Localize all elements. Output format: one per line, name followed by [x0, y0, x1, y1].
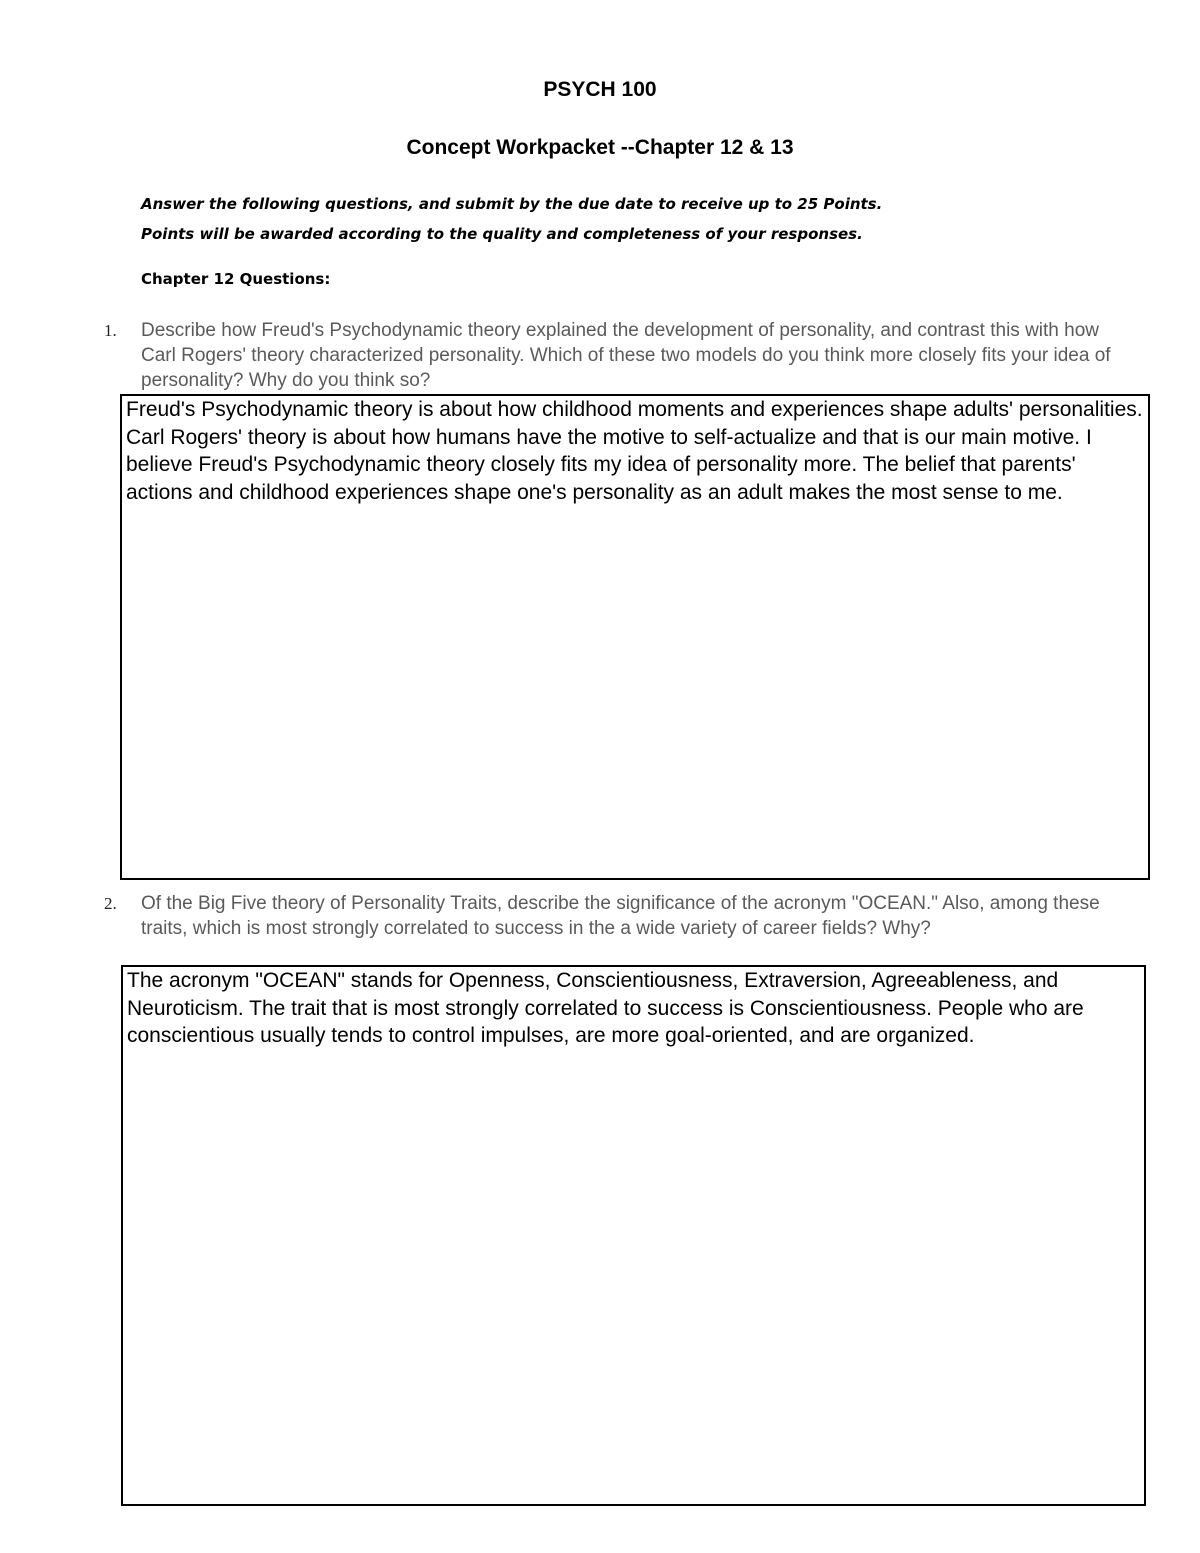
question-text: Of the Big Five theory of Personality Traits, describe the significance of the acronym "OCEAN." Also, among these traits, which is most strongly correlated to success in the a wide variety of career fields? Why?: [141, 893, 1100, 939]
instructions: [141, 189, 1101, 249]
question-text: Describe how Freud's Psychodynamic theory explained the development of personality, and contrast this with how Carl Rogers' theory characterized personality. Which of these two models do you think more closely fits your idea of personality? Why do you think so?: [141, 320, 1111, 391]
packet-title: Concept Workpacket --Chapter 12 & 13: [406, 136, 794, 159]
question-1: [104, 318, 1134, 393]
course-title: PSYCH 100: [543, 78, 657, 101]
instructions-line-1: Answer the following questions, and submit by the due date to receive up to 25 Points.: [141, 195, 883, 213]
section-heading: Chapter 12 Questions:: [141, 270, 331, 288]
answer-box-2[interactable]: The acronym "OCEAN" stands for Openness, Conscientiousness, Extraversion, Agreeableness, and Neuroticism. The trait that is most strongly correlated to success is Conscientiousness. People who are conscientious usually tends to control impulses, are more goal-oriented, and are organized.: [121, 965, 1146, 1506]
question-number: 1.: [104, 321, 117, 340]
question-2: [104, 891, 1134, 941]
instructions-line-2: Points will be awarded according to the quality and completeness of your responses.: [141, 225, 863, 243]
answer-box-1[interactable]: Freud's Psychodynamic theory is about how childhood moments and experiences shape adults' personalities. Carl Rogers' theory is about how humans have the motive to self-actualize and that is our main motive. I believe Freud's Psychodynamic theory closely fits my idea of personality more. The belief that parents' actions and childhood experiences shape one's personality as an adult makes the most sense to me.: [120, 394, 1150, 880]
question-number: 2.: [104, 894, 117, 913]
